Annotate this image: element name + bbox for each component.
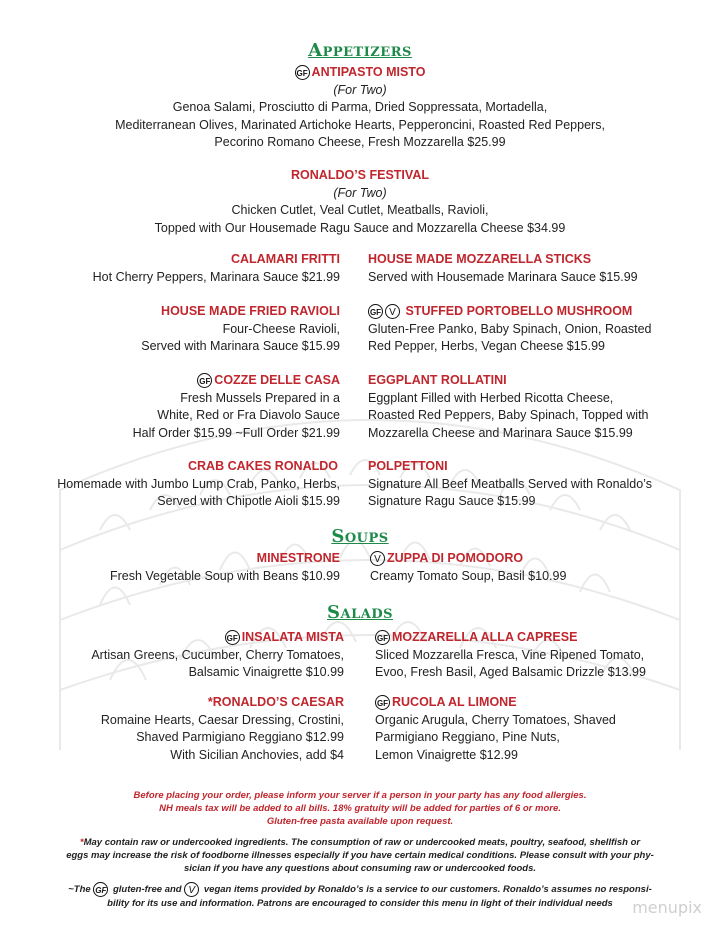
antipasto-misto-subtitle: (For Two) xyxy=(333,82,387,97)
vegan-icon: V xyxy=(184,882,199,897)
insalata-mista-name: INSALATA MISTA xyxy=(241,630,344,644)
mozzarella-caprese-name: MOZZARELLA ALLA CAPRESE xyxy=(392,630,578,644)
minestrone-name: MINESTRONE xyxy=(256,551,340,565)
rucola-al-limone-desc-3: Lemon Vinaigrette $12.99 xyxy=(375,747,518,762)
ronaldos-festival-desc-1: Chicken Cutlet, Veal Cutlet, Meatballs, Ravioli, xyxy=(231,203,489,217)
eggplant-rollatini-name: EGGPLANT ROLLATINI xyxy=(368,373,507,387)
dietary-disclaimer-prefix: ~The xyxy=(68,884,91,896)
dietary-disclaimer xyxy=(30,882,690,910)
insalata-mista-desc-1: Artisan Greens, Cucumber, Cherry Tomatoes, xyxy=(91,647,344,662)
ronaldos-caesar-desc-1: Romaine Hearts, Caesar Dressing, Crostini, xyxy=(100,712,344,727)
section-title-soups: Soups xyxy=(331,526,389,547)
cozze-delle-casa-desc-3: Half Order $15.99 ~Full Order $21.99 xyxy=(132,425,340,440)
minestrone-desc: Fresh Vegetable Soup with Beans $10.99 xyxy=(109,568,340,583)
crab-cakes-desc-1: Homemade with Jumbo Lump Crab, Panko, Herbs, xyxy=(57,476,340,491)
calamari-fritti-desc: Hot Cherry Peppers, Marinara Sauce $21.99 xyxy=(92,269,340,284)
stuffed-portobello-item xyxy=(368,303,652,356)
antipasto-misto-desc-1: Genoa Salami, Prosciutto di Parma, Dried Soppressata, Mortadella, xyxy=(172,100,548,114)
zuppa-di-pomodoro-desc: Creamy Tomato Soup, Basil $10.99 xyxy=(370,568,567,583)
cozze-delle-casa-item xyxy=(133,372,340,442)
dietary-disclaimer-vegan-text: vegan items provided by Ronaldo’s is a service to our customers. Ronaldo’s assumes no responsi- xyxy=(203,884,652,896)
allergy-notice-line-2: NH meals tax will be added to all bills. 18% gratuity will be added for parties of 6 or more. xyxy=(159,803,561,814)
raw-disclaimer-line-3: sician if you have any questions about consuming raw or undercooked foods. xyxy=(183,863,537,874)
raw-food-disclaimer xyxy=(30,836,690,875)
gluten-free-icon: GF xyxy=(197,373,212,388)
allergy-notice xyxy=(30,789,690,828)
cozze-delle-casa-name: COZZE DELLE CASA xyxy=(214,373,340,387)
dietary-disclaimer-line-2: bility for its use and information. Patrons are encouraged to consider this menu in light of their individual needs xyxy=(107,898,613,909)
antipasto-misto-desc-3: Pecorino Romano Cheese, Fresh Mozzarella $25.99 xyxy=(214,135,506,149)
section-title-salads: Salads xyxy=(327,602,393,623)
minestrone-item xyxy=(110,550,340,585)
ronaldos-festival-desc-2: Topped with Our Housemade Ragu Sauce and Mozzarella Cheese $34.99 xyxy=(154,220,566,235)
rucola-al-limone-desc-1: Organic Arugula, Cherry Tomatoes, Shaved xyxy=(375,712,616,727)
antipasto-misto-name: ANTIPASTO MISTO xyxy=(311,65,426,79)
polpettoni-desc-2: Signature Ragu Sauce $15.99 xyxy=(368,494,536,508)
polpettoni-desc-1: Signature All Beef Meatballs Served with Ronaldo’s xyxy=(368,476,652,491)
section-title-appetizers: Appetizers xyxy=(308,40,412,61)
crab-cakes-item xyxy=(57,458,340,511)
stuffed-portobello-desc-2: Red Pepper, Herbs, Vegan Cheese $15.99 xyxy=(368,339,605,353)
mozzarella-sticks-desc: Served with Housemade Marinara Sauce $15.99 xyxy=(368,269,638,284)
stuffed-portobello-desc-1: Gluten-Free Panko, Baby Spinach, Onion, Roasted xyxy=(368,321,652,336)
menupix-watermark: menupix xyxy=(632,898,702,917)
eggplant-rollatini-desc-3: Mozzarella Cheese and Marinara Sauce $15.99 xyxy=(368,425,633,440)
fried-ravioli-desc-1: Four-Cheese Ravioli, xyxy=(222,321,340,336)
cozze-delle-casa-desc-2: White, Red or Fra Diavolo Sauce xyxy=(157,408,340,422)
ronaldos-caesar-name: *RONALDO’S CAESAR xyxy=(207,695,344,709)
allergy-notice-line-3: Gluten-free pasta available upon request. xyxy=(266,816,454,827)
eggplant-rollatini-desc-1: Eggplant Filled with Herbed Ricotta Cheese, xyxy=(368,390,614,405)
rucola-al-limone-desc-2: Parmigiano Reggiano, Pine Nuts, xyxy=(375,730,560,744)
gluten-free-icon: GF xyxy=(368,304,383,319)
mozzarella-sticks-name: HOUSE MADE MOZZARELLA STICKS xyxy=(368,252,592,266)
ronaldos-caesar-item xyxy=(101,694,344,764)
gluten-free-icon: GF xyxy=(375,695,390,710)
gluten-free-icon: GF xyxy=(375,630,390,645)
gluten-free-icon: GF xyxy=(93,882,108,897)
mozzarella-caprese-desc-1: Sliced Mozzarella Fresca, Vine Ripened Tomato, xyxy=(375,647,645,662)
raw-disclaimer-asterisk: * xyxy=(79,837,84,848)
ronaldos-caesar-desc-3: With Sicilian Anchovies, add $4 xyxy=(170,747,344,762)
calamari-fritti-name: CALAMARI FRITTI xyxy=(230,252,340,266)
cozze-delle-casa-desc-1: Fresh Mussels Prepared in a xyxy=(180,390,340,405)
raw-disclaimer-line-1: May contain raw or undercooked ingredients. The consumption of raw or undercooked meats, poultry, seafood, shellfish or xyxy=(83,837,641,848)
insalata-mista-item xyxy=(91,629,344,682)
gluten-free-icon: GF xyxy=(295,65,310,80)
ronaldos-caesar-desc-2: Shaved Parmigiano Reggiano $12.99 xyxy=(136,730,344,744)
fried-ravioli-desc-2: Served with Marinara Sauce $15.99 xyxy=(141,339,340,353)
raw-disclaimer-line-2: eggs may increase the risk of foodborne illnesses especially if you have certain medical conditions. Please consult with your phy- xyxy=(66,850,654,861)
mozzarella-caprese-item xyxy=(375,629,646,682)
vegan-icon: V xyxy=(385,304,400,319)
allergy-notice-line-1: Before placing your order, please inform your server if a person in your party has any food allergies. xyxy=(133,790,587,801)
fried-ravioli-item xyxy=(141,303,340,356)
crab-cakes-desc-2: Served with Chipotle Aioli $15.99 xyxy=(157,494,340,508)
polpettoni-item xyxy=(368,458,652,511)
stuffed-portobello-name: STUFFED PORTOBELLO MUSHROOM xyxy=(405,304,633,318)
dietary-disclaimer-gf-text: gluten-free and xyxy=(112,884,182,896)
zuppa-di-pomodoro-item xyxy=(370,550,566,585)
mozzarella-caprese-desc-2: Evoo, Fresh Basil, Aged Balsamic Drizzle $13.99 xyxy=(375,665,646,679)
gluten-free-icon: GF xyxy=(225,630,240,645)
insalata-mista-desc-2: Balsamic Vinaigrette $10.99 xyxy=(188,665,344,679)
eggplant-rollatini-desc-2: Roasted Red Peppers, Baby Spinach, Topped with xyxy=(368,408,649,422)
zuppa-di-pomodoro-name: ZUPPA DI POMODORO xyxy=(387,551,524,565)
mozzarella-sticks-item xyxy=(368,251,638,286)
eggplant-rollatini-item xyxy=(368,372,649,442)
ronaldos-festival-subtitle: (For Two) xyxy=(333,185,387,200)
polpettoni-name: POLPETTONI xyxy=(368,459,448,473)
fried-ravioli-name: HOUSE MADE FRIED RAVIOLI xyxy=(161,304,340,318)
crab-cakes-name: CRAB CAKES RONALDO xyxy=(188,459,338,473)
antipasto-misto-desc-2: Mediterranean Olives, Marinated Artichoke Hearts, Pepperoncini, Roasted Red Peppers, xyxy=(115,117,605,132)
antipasto-misto-item xyxy=(0,64,720,152)
vegan-icon: V xyxy=(370,551,385,566)
rucola-al-limone-item xyxy=(375,694,616,764)
ronaldos-festival-name: RONALDO’S FESTIVAL xyxy=(291,168,429,182)
rucola-al-limone-name: RUCOLA AL LIMONE xyxy=(392,695,517,709)
calamari-fritti-item xyxy=(93,251,340,286)
ronaldos-festival-item xyxy=(0,167,720,237)
